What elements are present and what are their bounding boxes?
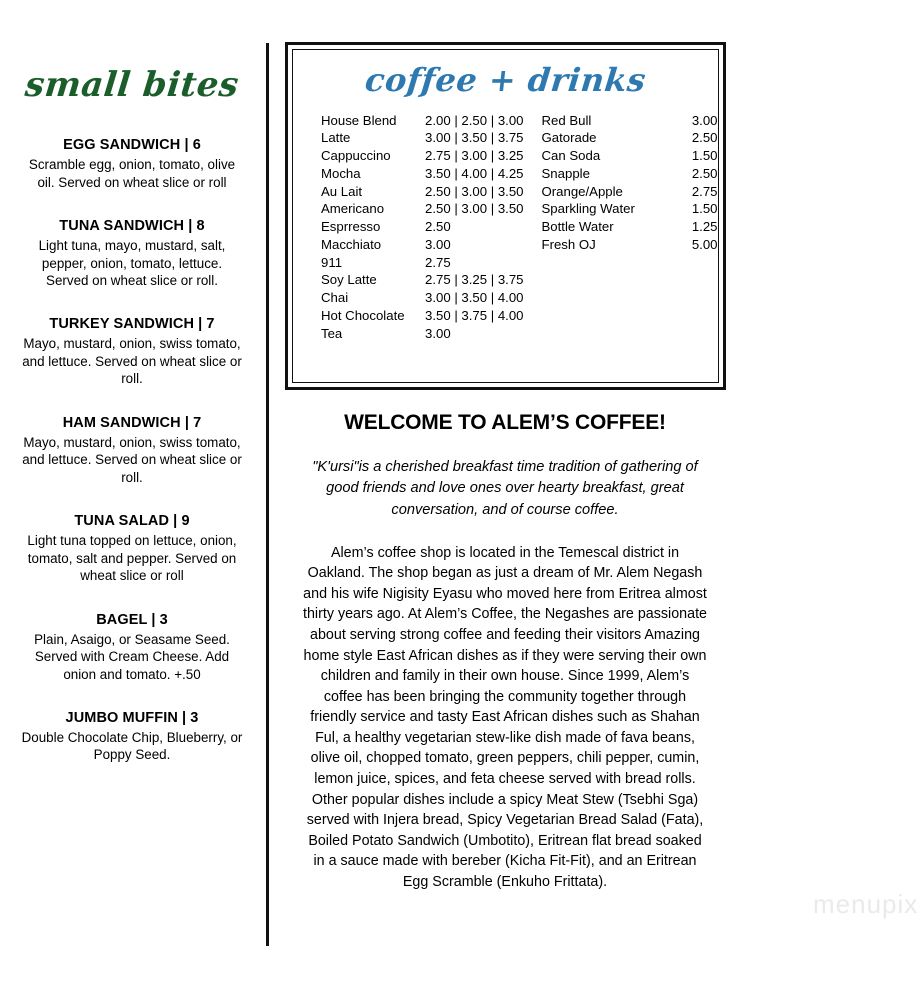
drink-row bbox=[542, 200, 718, 218]
menu-item-name: HAM SANDWICH | 7 bbox=[62, 414, 202, 431]
menu-item-name: JUMBO MUFFIN | 3 bbox=[65, 709, 199, 726]
drink-name: Bottle Water bbox=[541, 219, 614, 235]
drink-price: 2.75 bbox=[691, 183, 718, 199]
menu-item-name: TUNA SALAD | 9 bbox=[74, 513, 190, 530]
menu-item bbox=[14, 136, 250, 191]
drink-row bbox=[542, 112, 718, 130]
menu-item-description: Mayo, mustard, onion, swiss tomato, and lettuce. Served on wheat slice or roll. bbox=[22, 336, 242, 387]
drink-row bbox=[542, 147, 718, 165]
small-bites-column bbox=[0, 0, 264, 994]
menu-item-name: TURKEY SANDWICH | 7 bbox=[49, 316, 215, 333]
drink-row bbox=[321, 165, 524, 183]
drink-name: Tea bbox=[321, 325, 343, 341]
drink-name: Sparkling Water bbox=[541, 201, 635, 217]
drink-row bbox=[542, 218, 718, 236]
drink-price: 3.00 | 3.50 | 4.00 bbox=[425, 290, 524, 306]
menu-item bbox=[14, 217, 250, 289]
drink-name: Red Bull bbox=[541, 112, 592, 128]
drinks-box-inner-frame bbox=[292, 49, 719, 383]
drink-price: 3.50 | 4.00 | 4.25 bbox=[425, 165, 524, 181]
drink-name: Fresh OJ bbox=[541, 236, 596, 252]
drink-price: 1.50 bbox=[691, 148, 718, 164]
drink-price: 3.00 bbox=[425, 325, 451, 341]
drink-price: 3.00 bbox=[425, 236, 451, 252]
menu-item bbox=[14, 611, 250, 683]
drink-row bbox=[542, 129, 718, 147]
drink-name: Can Soda bbox=[541, 148, 601, 164]
menu-item-description: Light tuna, mayo, mustard, salt, pepper, onion, tomato, lettuce. Served on wheat slice or roll. bbox=[38, 238, 226, 288]
drink-name: Gatorade bbox=[541, 130, 597, 146]
drink-name: Hot Chocolate bbox=[321, 307, 405, 323]
drink-name: 911 bbox=[321, 254, 343, 270]
story-text: Alem’s coffee shop is located in the Temescal district in Oakland. The shop began as just a dream of Mr. Alem Negash and his wife Nigisity Eyasu who moved here from Eritrea almost thirty years ago. At Alem’s Coffee, the Negashes are passionate about serving strong coffee and feeding their visitors Amazing home style East African dishes as if they were serving their own children and family in their own house. Since 1999, Alem’s coffee has been bringing the community together through friendly service and tasty East African dishes such as Shahan Ful, a healthy vegetarian stew-like dish made of fava beans, olive oil, chopped tomato, green peppers, chili pepper, cumin, lemon juice, spices, and feta cheese served with bread rolls. Other popular dishes include a spicy Meat Stew (Tsebhi Sga) served with Injera bread, Spicy Vegetarian Bread Salad (Fata), Boiled Potato Sandwich (Umbotito), Eritrean flat bread soaked in a sauce made with bereber (Kicha Fit-Fit), and an Eritrean Egg Scramble (Enkuho Frittata). bbox=[303, 544, 707, 890]
drink-row bbox=[321, 236, 524, 254]
menu-item-description: Light tuna topped on lettuce, onion, tomato, salt and pepper. Served on wheat slice or roll bbox=[27, 533, 237, 584]
drinks-box bbox=[285, 42, 726, 390]
menupix-watermark: menupix bbox=[813, 889, 918, 919]
drink-row bbox=[321, 289, 524, 307]
drink-name: Cappuccino bbox=[321, 148, 391, 164]
menu-item-description: Scramble egg, onion, tomato, olive oil. Served on wheat slice or roll bbox=[28, 157, 236, 190]
drinks-columns bbox=[307, 112, 718, 343]
drink-name: Americano bbox=[321, 201, 385, 217]
drink-row bbox=[542, 236, 718, 254]
drink-row bbox=[321, 254, 524, 272]
drink-price: 2.50 bbox=[691, 165, 718, 181]
menu-item-name: BAGEL | 3 bbox=[96, 611, 168, 628]
menu-item-name: EGG SANDWICH | 6 bbox=[63, 137, 201, 153]
drink-row bbox=[321, 112, 524, 130]
welcome-section bbox=[303, 410, 707, 892]
drink-price: 2.50 bbox=[691, 130, 718, 146]
drink-name: House Blend bbox=[321, 112, 397, 128]
drink-name: Esprresso bbox=[321, 219, 381, 235]
menu-item bbox=[14, 709, 250, 764]
drink-price: 2.50 | 3.00 | 3.50 bbox=[425, 183, 524, 199]
drinks-list-coffee bbox=[321, 112, 524, 343]
drink-price: 1.50 bbox=[691, 201, 718, 217]
menu-item bbox=[14, 414, 250, 486]
drink-row bbox=[321, 307, 524, 325]
drink-price: 3.00 | 3.50 | 3.75 bbox=[425, 130, 524, 146]
tagline-text: "K'ursi"is a cherished breakfast time tradition of gathering of good friends and love ones over hearty breakfast, great conversation, and of course coffee. bbox=[312, 459, 698, 518]
drink-price: 2.75 | 3.00 | 3.25 bbox=[425, 148, 524, 164]
drink-row bbox=[321, 147, 524, 165]
drink-price: 1.25 bbox=[691, 219, 718, 235]
drink-name: Latte bbox=[321, 130, 351, 146]
drinks-and-welcome-column bbox=[285, 0, 918, 994]
coffee-drinks-title: coffee + drinks bbox=[363, 61, 648, 99]
drink-row bbox=[542, 165, 718, 183]
drink-name: Mocha bbox=[321, 165, 361, 181]
welcome-heading: WELCOME TO ALEM’S COFFEE! bbox=[344, 411, 666, 434]
drink-name: Snapple bbox=[541, 165, 590, 181]
drink-row bbox=[321, 129, 524, 147]
menu-item-name: TUNA SANDWICH | 8 bbox=[59, 217, 205, 234]
drink-price: 2.75 bbox=[425, 254, 451, 270]
menu-item-description: Mayo, mustard, onion, swiss tomato, and lettuce. Served on wheat slice or roll. bbox=[22, 434, 242, 485]
small-bites-list bbox=[14, 136, 250, 764]
drink-row bbox=[542, 183, 718, 201]
menu-item-description: Double Chocolate Chip, Blueberry, or Poppy Seed. bbox=[21, 730, 243, 763]
drink-row bbox=[321, 325, 524, 343]
drink-name: Soy Latte bbox=[321, 272, 377, 288]
drink-name: Au Lait bbox=[321, 183, 363, 199]
menu-item bbox=[14, 512, 250, 584]
drink-row bbox=[321, 271, 524, 289]
drink-name: Macchiato bbox=[321, 236, 382, 252]
menu-item-description: Plain, Asaigo, or Seasame Seed. Served with Cream Cheese. Add onion and tomato. +.50 bbox=[34, 631, 230, 682]
drink-price: 3.50 | 3.75 | 4.00 bbox=[425, 307, 524, 323]
drink-price: 5.00 bbox=[691, 236, 718, 252]
drink-price: 2.75 | 3.25 | 3.75 bbox=[425, 272, 524, 288]
drink-price: 2.50 | 3.00 | 3.50 bbox=[425, 201, 524, 217]
drink-price: 3.00 bbox=[691, 112, 718, 128]
drink-name: Orange/Apple bbox=[541, 183, 623, 199]
drink-row bbox=[321, 183, 524, 201]
drink-price: 2.00 | 2.50 | 3.00 bbox=[425, 112, 524, 128]
drink-price: 2.50 bbox=[425, 219, 451, 235]
drinks-list-beverages bbox=[542, 112, 718, 343]
small-bites-title: small bites bbox=[23, 65, 241, 105]
drink-row bbox=[321, 218, 524, 236]
column-divider bbox=[266, 43, 269, 946]
menu-item bbox=[14, 315, 250, 387]
drink-row bbox=[321, 200, 524, 218]
drink-name: Chai bbox=[321, 290, 349, 306]
